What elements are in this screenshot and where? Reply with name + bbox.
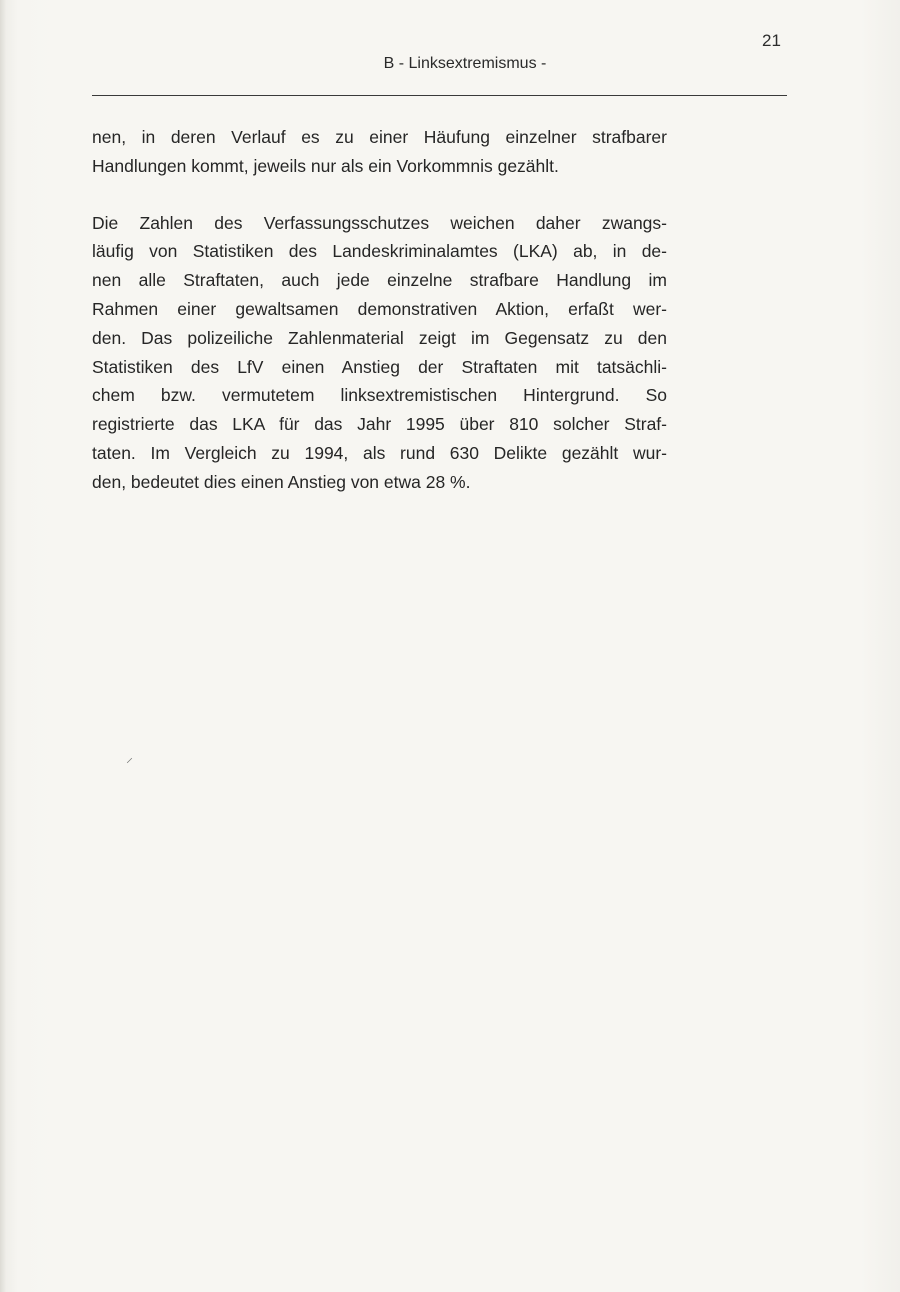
paragraph-1 <box>92 123 667 181</box>
text-line: taten. Im Vergleich zu 1994, als rund 630 Delikte gezählt wur- <box>92 442 667 463</box>
text-line: Statistiken des LfV einen Anstieg der Straftaten mit tatsächli- <box>92 356 667 377</box>
text-line: läufig von Statistiken des Landeskriminalamtes (LKA) ab, in de- <box>92 241 667 262</box>
text-line: den. Das polizeiliche Zahlenmaterial zeigt im Gegensatz zu den <box>92 327 667 348</box>
scan-speck: ⸝ <box>126 749 133 765</box>
text-line: registrierte das LKA für das Jahr 1995 über 810 solcher Straf- <box>92 414 667 435</box>
paragraph-spacer <box>92 181 667 209</box>
text-line: nen alle Straftaten, auch jede einzelne strafbare Handlung im <box>92 270 667 291</box>
body-text <box>92 123 667 497</box>
text-line: chem bzw. vermutetem linksextremistischen Hintergrund. So <box>92 385 667 406</box>
text-line: Die Zahlen des Verfassungsschutzes weichen daher zwangs- <box>92 212 667 233</box>
page-binding-edge <box>0 0 6 1292</box>
header-rule <box>92 95 787 96</box>
text-line: Handlungen kommt, jeweils nur als ein Vorkommnis gezählt. <box>92 155 559 176</box>
text-line: Rahmen einer gewaltsamen demonstrativen Aktion, erfaßt wer- <box>92 298 667 319</box>
running-head: B - Linksextremismus - <box>383 55 547 72</box>
paragraph-2 <box>92 209 667 497</box>
text-line: den, bedeutet dies einen Anstieg von etwa 28 %. <box>92 471 471 492</box>
text-line: nen, in deren Verlauf es zu einer Häufung einzelner strafbarer <box>92 127 667 147</box>
page-number: 21 <box>762 31 781 50</box>
